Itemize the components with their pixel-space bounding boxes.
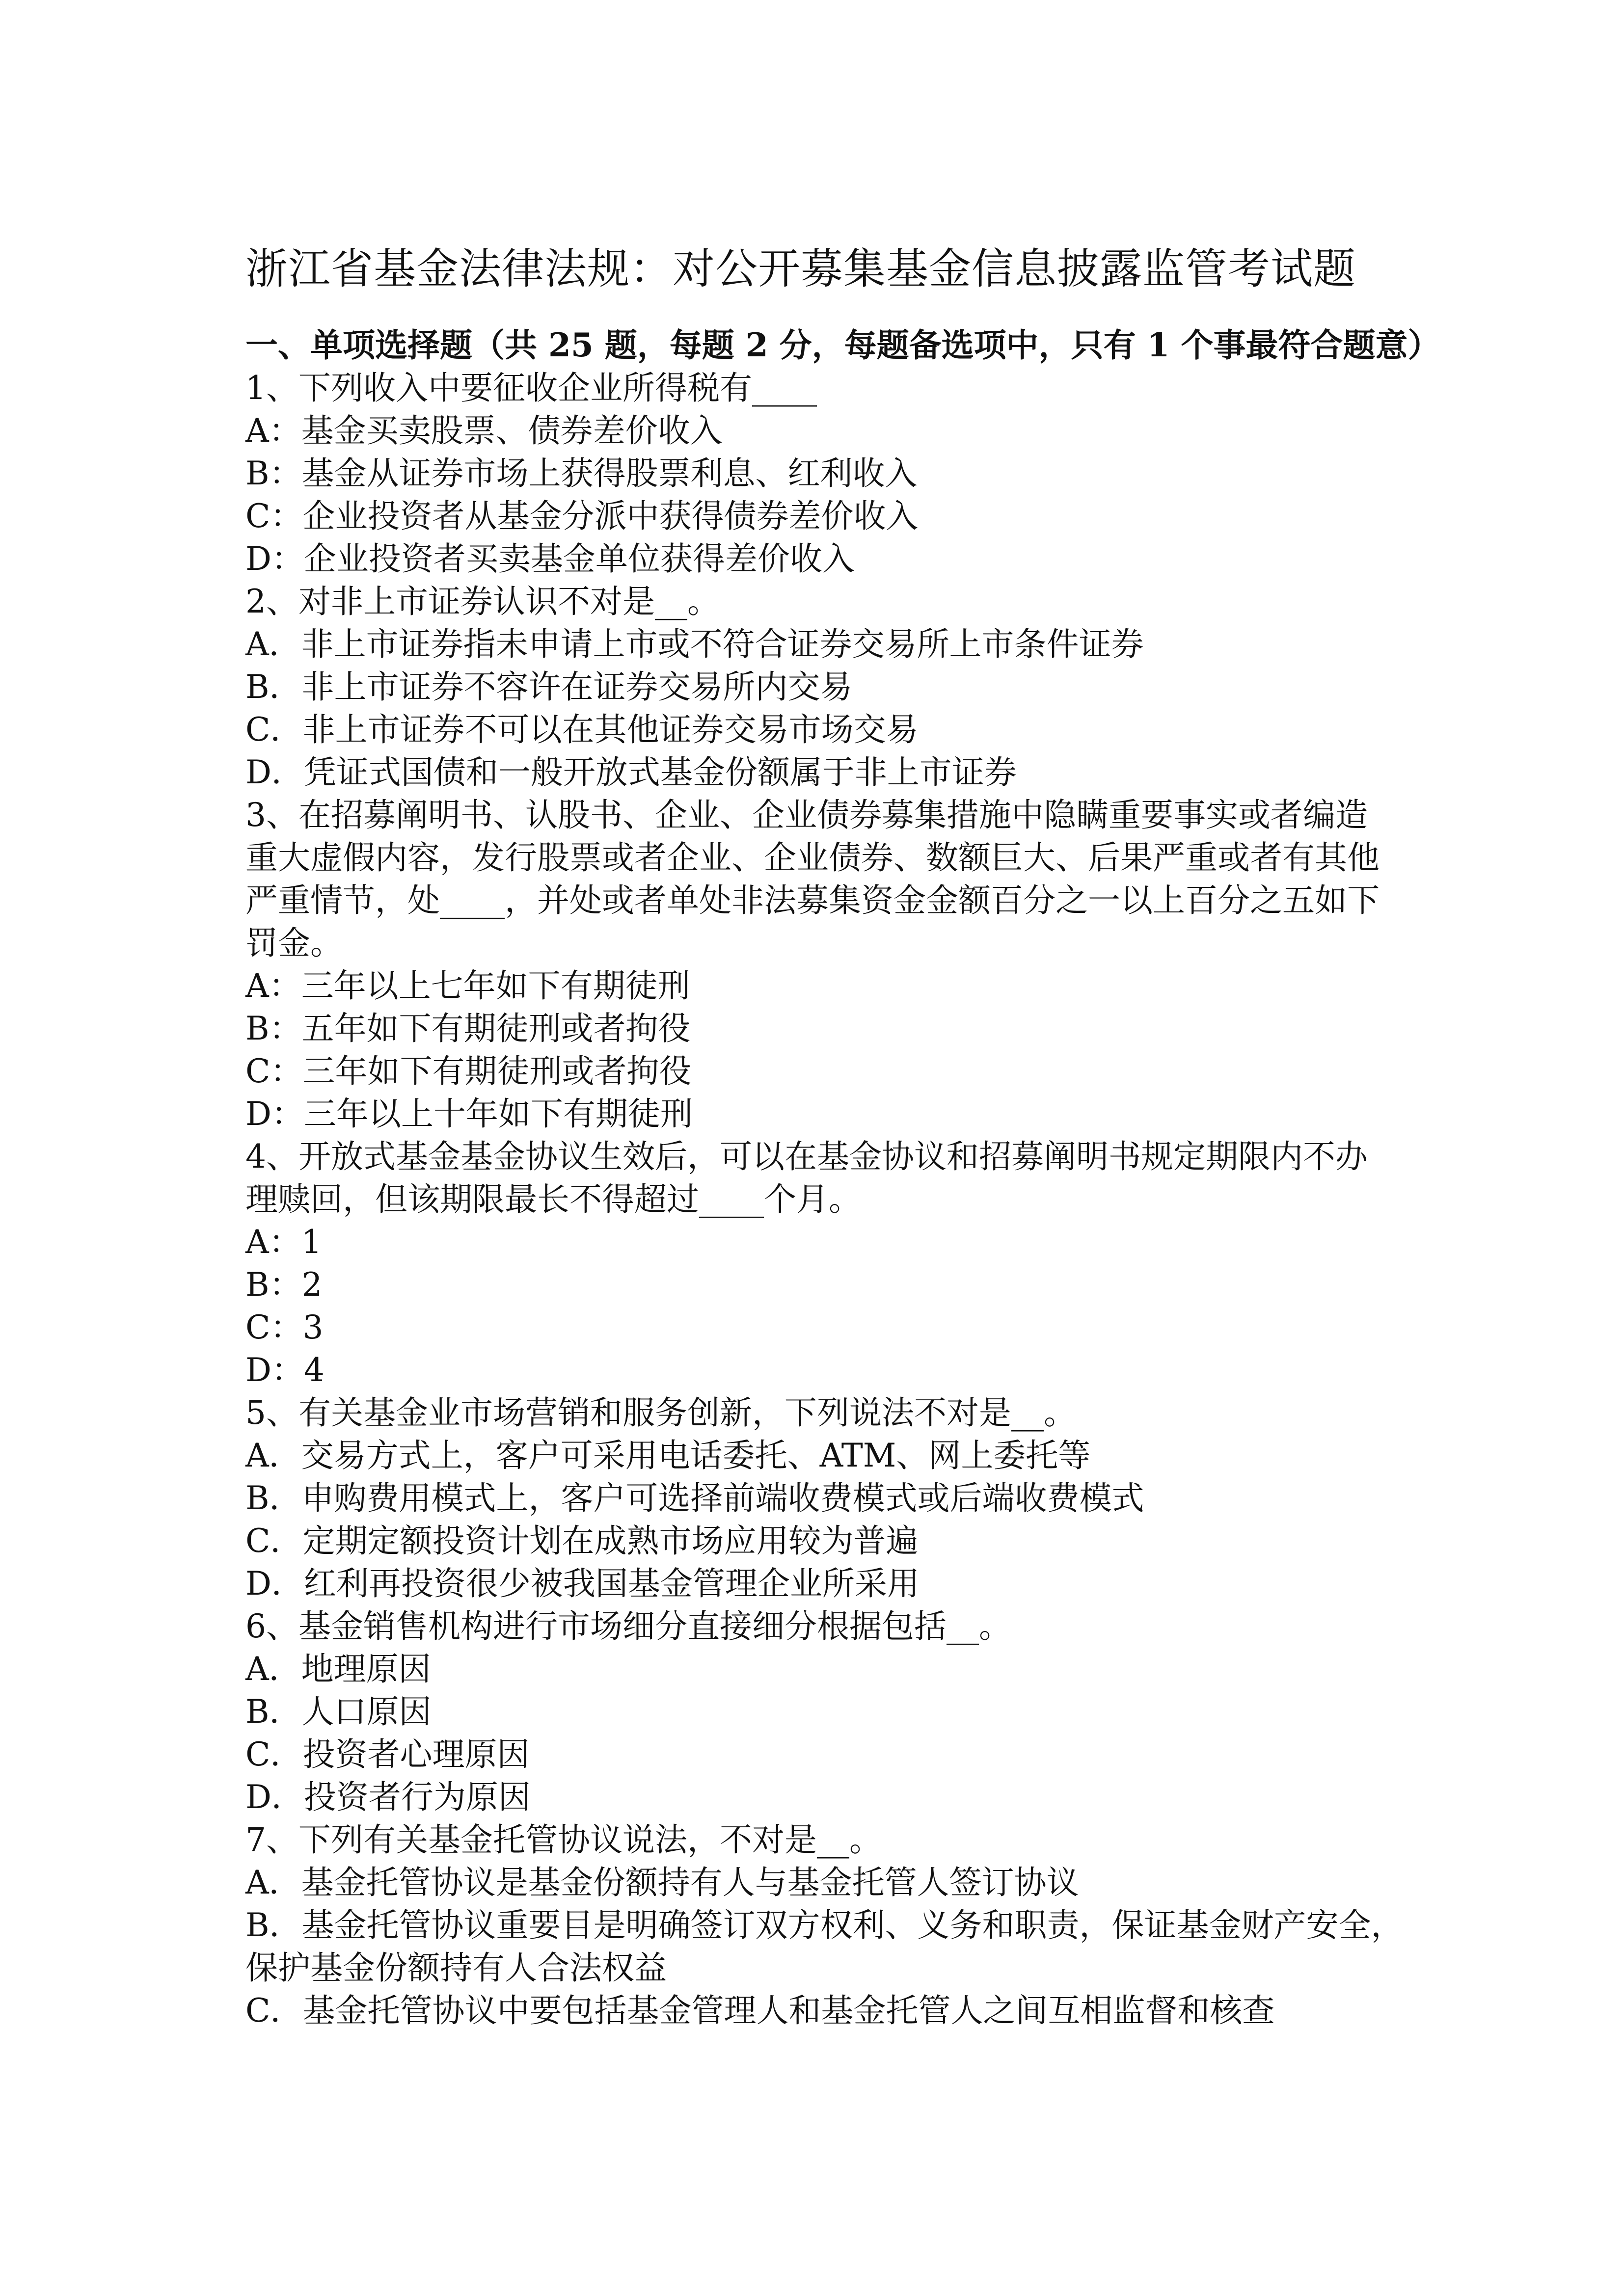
- question-4-option-a: A：1: [245, 1223, 322, 1261]
- question-4-option-b: B：2: [245, 1266, 323, 1304]
- question-3-line-3: 严重情节，处____，并处或者单处非法募集资金金额百分之一以上百分之五如下: [245, 881, 1380, 919]
- question-4-line-1: 4、开放式基金基金协议生效后，可以在基金协议和招募阐明书规定期限内不办: [245, 1138, 1368, 1175]
- document-title: 浙江省基金法律法规：对公开募集基金信息披露监管考试题: [245, 244, 1356, 294]
- question-3-option-a: A：三年以上七年如下有期徒刑: [245, 967, 690, 1005]
- question-2-option-d: D．凭证式国债和一般开放式基金份额属于非上市证券: [245, 753, 1017, 791]
- question-3-option-d: D：三年以上十年如下有期徒刑: [245, 1095, 693, 1133]
- exam-content: [245, 324, 1440, 2032]
- question-3-option-b: B：五年如下有期徒刑或者拘役: [245, 1010, 691, 1047]
- question-6: 6、基金销售机构进行市场细分直接细分根据包括__。: [245, 1607, 1011, 1645]
- question-3-line-2: 重大虚假内容，发行股票或者企业、企业债券、数额巨大、后果严重或者有其他: [245, 839, 1380, 877]
- question-1: 1、下列收入中要征收企业所得税有____: [245, 369, 817, 407]
- question-5-option-a: A．交易方式上，客户可采用电话委托、ATM、网上委托等: [245, 1437, 1091, 1474]
- question-6-option-a: A．地理原因: [245, 1650, 431, 1688]
- question-5-option-c: C．定期定额投资计划在成熟市场应用较为普遍: [245, 1522, 919, 1560]
- question-1-option-c: C：企业投资者从基金分派中获得债券差价收入: [245, 497, 919, 535]
- question-3-line-4: 罚金。: [245, 924, 343, 962]
- section-heading: 一、单项选择题（共 25 题，每题 2 分，每题备选项中，只有 1 个事最符合题意）: [245, 326, 1440, 364]
- question-6-option-c: C．投资者心理原因: [245, 1735, 530, 1773]
- question-2-option-a: A．非上市证券指未申请上市或不符合证券交易所上市条件证券: [245, 625, 1144, 663]
- question-2-option-b: B．非上市证券不容许在证券交易所内交易: [245, 668, 853, 706]
- question-5-option-b: B．申购费用模式上，客户可选择前端收费模式或后端收费模式: [245, 1479, 1144, 1517]
- question-3-line-1: 3、在招募阐明书、认股书、企业、企业债券募集措施中隐瞒重要事实或者编造: [245, 796, 1368, 834]
- question-7: 7、下列有关基金托管协议说法，不对是__。: [245, 1821, 882, 1859]
- question-4-option-d: D：4: [245, 1351, 325, 1389]
- question-3-option-c: C：三年如下有期徒刑或者拘役: [245, 1052, 692, 1090]
- question-7-option-a: A．基金托管协议是基金份额持有人与基金托管人签订协议: [245, 1864, 1079, 1901]
- question-2: 2、对非上市证券认识不对是__。: [245, 583, 720, 620]
- question-5: 5、有关基金业市场营销和服务创新，下列说法不对是__。: [245, 1394, 1076, 1432]
- question-1-option-d: D：企业投资者买卖基金单位获得差价收入: [245, 540, 855, 578]
- question-6-option-b: B．人口原因: [245, 1693, 432, 1731]
- question-6-option-d: D．投资者行为原因: [245, 1778, 531, 1816]
- question-4-option-c: C：3: [245, 1308, 324, 1346]
- question-1-option-b: B：基金从证券市场上获得股票利息、红利收入: [245, 454, 918, 492]
- question-1-option-a: A：基金买卖股票、债券差价收入: [245, 412, 723, 450]
- question-4-line-2: 理赎回，但该期限最长不得超过____个月。: [245, 1180, 861, 1218]
- question-7-option-c: C．基金托管协议中要包括基金管理人和基金托管人之间互相监督和核查: [245, 1992, 1275, 2029]
- question-7-option-b-line-2: 保护基金份额持有人合法权益: [245, 1949, 667, 1987]
- question-2-option-c: C．非上市证券不可以在其他证券交易市场交易: [245, 711, 919, 748]
- question-7-option-b-line-1: B．基金托管协议重要目是明确签订双方权利、义务和职责，保证基金财产安全，: [245, 1906, 1404, 1944]
- question-5-option-d: D．红利再投资很少被我国基金管理企业所采用: [245, 1565, 920, 1602]
